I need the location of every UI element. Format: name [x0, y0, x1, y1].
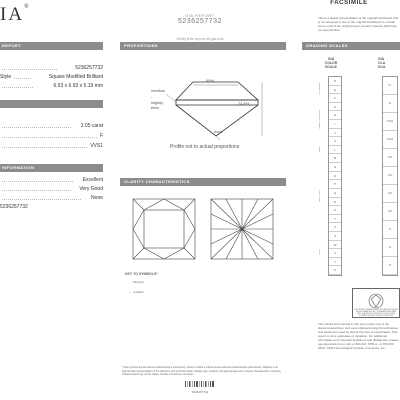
facsimile-text: This is a digital representation of the original GIA Report that is not accepted in lieu of the original GIA Report to contain some or all of the original report security features which are not reproducible.: [318, 16, 399, 32]
color-scale: [328, 76, 342, 276]
symbol-pinpoint: [129, 280, 144, 284]
table-percent: 69%: [206, 78, 215, 83]
row-leader: [2, 87, 33, 88]
clarity-grade-cell: I3: [383, 257, 397, 275]
seal-text: THE SECURITY FEATURES IN THIS DOCUMENT, INCLUDING THE HOLOGRAM, SECURITY SCREEN AND MICROPRINT LINES, IN ADDITION TO THOSE NOT LISTED, EXCEED DOCUMENT SECURITY INDUSTRY GUIDELINES.: [354, 310, 398, 317]
color-grade-cell: H: [329, 111, 341, 120]
color-scale-heading: [318, 57, 344, 69]
clarity-grade-cell: VVS1: [383, 113, 397, 131]
color-grade-cell: T: [329, 215, 341, 224]
color-grade-cell: S: [329, 206, 341, 215]
carat-weight-value: 2.05 carat: [80, 123, 103, 129]
polish-value: Excellent: [82, 177, 103, 183]
grading-row: [0, 132, 103, 140]
proportions-diagram: [120, 52, 286, 157]
color-grade-cell: L: [329, 146, 341, 155]
logo-text: IA: [0, 4, 25, 25]
color-grade-cell: M: [329, 154, 341, 163]
depth-percent: 74.8%: [238, 101, 250, 106]
facsimile-title: FACSIMILE: [330, 0, 368, 6]
clarity-grade-cell: IF: [383, 95, 397, 113]
clarity-grade-value: VVS1: [90, 143, 103, 149]
color-grade-cell: K: [329, 137, 341, 146]
clarity-head-line-1: GIA: [378, 57, 385, 61]
report-row: [0, 82, 103, 90]
clarity-footnote: * Red symbols denote internal characteristics (inclusions). Green or black symbols denote external characteristics (blemishes). Diagram is an approximate representation of the diamond, and symbols shown indicate type, position, and approximate size of clarity characteristics. All clarity characteristics may not be shown. Details of finish are not shown.: [122, 366, 281, 376]
row-leader: [2, 190, 71, 191]
culet-label: none: [214, 129, 223, 134]
row-leader: [2, 69, 57, 70]
crown-outline: [176, 82, 258, 100]
symmetry-value: Very Good: [79, 186, 103, 192]
color-grade-cell: J: [329, 129, 341, 138]
color-grade-cell: Z: [329, 266, 341, 275]
proportions-bar-label: PROPORTIONS: [124, 43, 158, 48]
row-leader: [2, 137, 97, 138]
color-group-label: VERY LIGHT: [319, 190, 321, 203]
info-row: [0, 185, 103, 193]
inscription-value: 5236257732: [0, 204, 28, 210]
girdle-dash-label: -: [151, 94, 153, 99]
color-grade-cell: Y: [329, 258, 341, 267]
clarity-plot-crown: [130, 196, 200, 262]
registered-mark: ®: [24, 4, 29, 10]
color-grade-value: F: [99, 133, 103, 139]
row-leader: [2, 127, 71, 128]
clarity-head-line-2: CLA: [378, 61, 386, 65]
color-grade-cell: W: [329, 241, 341, 250]
color-grade-cell: G: [329, 103, 341, 112]
verify-link[interactable]: Verify this report at gia.edu: [176, 36, 224, 41]
color-grade-cell: E: [329, 86, 341, 95]
color-scale-groups: [319, 76, 327, 274]
report-label: GIA REPORT: [185, 13, 215, 18]
color-group-label: LIGHT: [319, 249, 321, 256]
clarity-plot-pavilion: [208, 196, 278, 262]
color-grade-cell: O: [329, 172, 341, 181]
inscription-row: [0, 203, 103, 211]
feather-symbol-icon: ~: [129, 290, 131, 294]
clarity-head-line-3: SCA: [378, 65, 386, 69]
pinpoint-symbol-icon: ·: [129, 280, 130, 284]
clarity-grade-cell: I1: [383, 221, 397, 239]
color-grade-cell: R: [329, 198, 341, 207]
clarity-grade-cell: VS2: [383, 167, 397, 185]
color-head-line-3: SCALE: [325, 65, 337, 69]
color-grade-cell: X: [329, 249, 341, 258]
grading-results-bar: [0, 100, 103, 108]
clarity-scale: [382, 76, 398, 276]
disclaimer-text: The results documented in this report refer only to the diamond described, and were obtained using the techniques and equipment used by GIA at the time of examination. This report is not a guarantee or valuation. For additional information and important limitations and disclaimers, please see gia.edu/terms or call +1 800 421 7250 or +1 760 603 4500. ©2014 Gemological Institute of America, Inc.: [318, 322, 399, 350]
clarity-bar-label: CLARITY CHARACTERISTICS: [124, 179, 190, 184]
left-column: [0, 42, 103, 211]
clarity-scale-heading: [378, 57, 400, 69]
color-group-label: COLORLESS: [319, 82, 321, 96]
info-row: [0, 176, 103, 184]
color-grade-cell: F: [329, 94, 341, 103]
row-leader: [14, 78, 31, 79]
girdle-medium-label: medium: [151, 88, 166, 93]
color-grade-cell: D: [329, 77, 341, 86]
row-leader: [2, 181, 73, 182]
report-bar-label: REPORT: [2, 43, 22, 48]
information-bar-label: INFORMATION: [2, 165, 35, 170]
measurements-value: 6.93 x 6.93 x 5.19 mm: [53, 83, 103, 89]
color-grade-cell: U: [329, 223, 341, 232]
grading-scales-bar: [302, 42, 400, 50]
grading-scales-label: GRADING SCALES: [306, 43, 348, 48]
color-grade-cell: N: [329, 163, 341, 172]
color-head-line-2: COLOR: [324, 61, 338, 65]
key-to-symbols-title: KEY TO SYMBOLS*: [125, 272, 158, 276]
report-number-value: 5236257732: [75, 65, 103, 71]
culet-pointer: [216, 136, 220, 140]
color-group-label: FAINT: [319, 146, 321, 152]
clarity-grade-cell: VS1: [383, 149, 397, 167]
info-row: [0, 194, 103, 202]
proportions-bar: [120, 42, 286, 50]
barcode-icon: [185, 381, 215, 387]
girdle-thick-label: thick: [151, 105, 160, 110]
girdle-slightly-label: slightly: [151, 100, 164, 105]
clarity-characteristics-bar: [120, 178, 286, 186]
girdle-pointer: [166, 94, 176, 102]
proportions-note: Profile not to actual proportions: [170, 144, 240, 150]
symbol-feather: [129, 290, 144, 294]
color-grade-cell: P: [329, 180, 341, 189]
color-group-label: NEAR COLORLESS: [319, 109, 321, 129]
additional-information-bar: [0, 164, 103, 172]
report-row: [0, 64, 103, 72]
clarity-grade-cell: I2: [383, 239, 397, 257]
color-grade-cell: I: [329, 120, 341, 129]
fluorescence-value: None: [91, 195, 103, 201]
shape-style-label: Style: [0, 74, 12, 80]
footer-number: 5236257732: [191, 390, 209, 394]
color-grade-cell: V: [329, 232, 341, 241]
footer-barcode: [185, 381, 215, 389]
clarity-grade-cell: FL: [383, 77, 397, 95]
report-number-header: 5236257732: [178, 18, 222, 25]
clarity-grade-cell: SI1: [383, 185, 397, 203]
row-leader: [2, 147, 87, 148]
color-head-line-1: GIA: [327, 57, 335, 61]
row-leader: [2, 199, 81, 200]
symbol-feather-label: Feather: [133, 290, 144, 294]
clarity-grade-cell: SI2: [383, 203, 397, 221]
grading-row: [0, 122, 103, 130]
report-row: [0, 73, 103, 81]
security-seal: [352, 288, 400, 318]
symbol-pinpoint-label: Pinpoint: [132, 280, 144, 284]
shape-style-value: Square Modified Brilliant: [48, 74, 103, 80]
report-section-bar: [0, 42, 103, 50]
color-grade-cell: Q: [329, 189, 341, 198]
clarity-grade-cell: VVS2: [383, 131, 397, 149]
grading-row: [0, 142, 103, 150]
